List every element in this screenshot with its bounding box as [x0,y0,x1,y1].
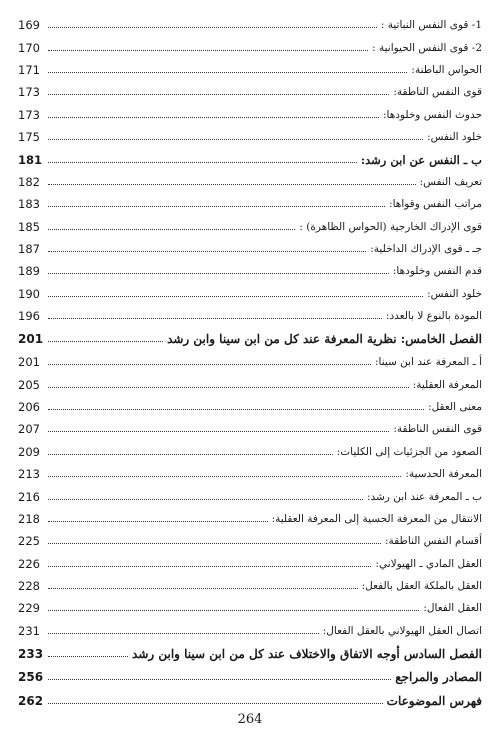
toc-entry [18,327,482,351]
toc-entry [18,351,482,373]
dot-leader [48,318,382,319]
toc-entry-title: العقل الفعال: [423,602,482,615]
toc-entry-page: 182 [18,174,40,189]
toc-entry-title: حدوث النفس وخلودها: [382,108,482,121]
toc-entry-page: 181 [18,152,43,167]
dot-leader [48,72,407,73]
dot-leader [48,27,377,28]
toc-entry-title: قدم النفس وخلودها: [392,265,482,278]
toc-entry-title: المصادر والمراجع [395,670,482,685]
dot-leader [48,499,363,500]
toc-entry [18,193,482,215]
toc-entry [18,620,482,642]
toc-entry-title: فهرس الموضوعات [386,693,482,708]
toc-entry-title: تعريف النفس: [419,175,482,188]
toc-entry [18,552,482,574]
toc-entry [18,171,482,193]
toc-entry [18,689,482,713]
dot-leader [48,454,333,455]
toc-entry-page: 173 [18,107,40,122]
toc-entry-page: 187 [18,242,40,257]
toc-entry-page: 262 [18,693,44,708]
toc-entry-title: خلود النفس: [427,287,482,300]
toc-entry-page: 256 [18,670,44,685]
toc-entry-page: 216 [18,489,40,504]
toc-entry-page: 226 [18,556,40,571]
toc-entry-title: ب ـ النفس عن ابن رشد: [360,152,482,167]
toc-entry-page: 185 [18,219,40,234]
dot-leader [48,341,163,342]
toc-entry-title: ب ـ المعرفة عند ابن رشد: [366,490,482,503]
toc-entry-title: قوى النفس الناطقة: [393,423,482,436]
toc-entry [18,530,482,552]
toc-entry-title: العقل بالملكة العقل بالفعل: [361,580,482,593]
toc-entry [18,575,482,597]
dot-leader [48,387,409,388]
dot-leader [48,117,379,118]
toc-entry-title: معنى العقل: [428,400,482,413]
toc-entry-page: 231 [18,623,40,638]
toc-entry [18,642,482,666]
toc-entry-title: المودة بالنوع لا بالعدد: [385,310,482,323]
toc-entry-title: الحواس الباطنة: [411,63,482,76]
toc-entry-title: المعرفة العقلية: [412,378,482,391]
toc-entry-page: 169 [18,18,40,33]
dot-leader [48,566,371,567]
dot-leader [48,364,371,365]
toc-entry-title: اتصال العقل الهيولاني بالعقل الفعال: [322,624,482,637]
dot-leader [48,431,389,432]
toc-entry [18,283,482,305]
toc-entry [18,666,482,690]
toc-entry-title: 2- قوى النفس الحيوانية : [372,41,482,54]
toc-entry-page: 173 [18,85,40,100]
toc-entry [18,104,482,126]
toc-entry [18,441,482,463]
table-of-contents [18,14,482,713]
dot-leader [48,296,423,297]
toc-entry-page: 213 [18,467,40,482]
toc-entry [18,396,482,418]
dot-leader [48,656,128,657]
dot-leader [48,521,268,522]
toc-entry-title: أ ـ المعرفة عند ابن سينا: [374,356,482,369]
toc-entry-page: 206 [18,399,40,414]
toc-entry-title: الصعود من الجزئيات إلى الكليات: [336,445,482,458]
toc-entry-title: العقل المادي ـ الهيولاني: [375,557,482,570]
dot-leader [48,251,366,252]
dot-leader [48,273,389,274]
toc-entry-title: قوى النفس الناطقة: [393,86,482,99]
toc-entry-title: الفصل السادس أوجه الاتفاق والاختلاف عند كل من ابن سينا وابن رشد [132,646,482,661]
toc-entry-page: 207 [18,422,40,437]
dot-leader [48,409,424,410]
dot-leader [48,184,416,185]
toc-entry-page: 205 [18,377,40,392]
toc-entry-page: 175 [18,130,40,145]
page-number: 264 [237,712,263,727]
toc-entry-page: 209 [18,444,40,459]
toc-entry-page: 189 [18,264,40,279]
toc-entry [18,260,482,282]
toc-entry-title: قوى الإدراك الخارجية (الحواس الظاهرة) : [299,220,482,233]
toc-entry-page: 171 [18,62,40,77]
toc-entry [18,508,482,530]
toc-entry-page: 183 [18,197,40,212]
toc-entry-page: 225 [18,534,40,549]
toc-entry-title: 1- قوى النفس النباتية : [380,19,482,32]
toc-entry-page: 170 [18,40,40,55]
dot-leader [48,94,389,95]
toc-entry-title: خلود النفس: [427,131,482,144]
dot-leader [48,633,319,634]
toc-entry [18,14,482,36]
toc-entry-title: الفصل الخامس: نظرية المعرفة عند كل من ابن سينا وابن رشد [167,332,482,347]
toc-entry [18,597,482,619]
toc-entry [18,59,482,81]
toc-entry-page: 201 [18,332,44,347]
toc-entry [18,81,482,103]
toc-entry-page: 196 [18,309,40,324]
toc-entry-title: المعرفة الحدسية: [405,468,482,481]
dot-leader [48,50,368,51]
dot-leader [48,206,385,207]
dot-leader [48,610,419,611]
toc-entry [18,418,482,440]
toc-entry-page: 228 [18,579,40,594]
toc-entry [18,238,482,260]
dot-leader [48,543,381,544]
toc-entry-title: مراتب النفس وقواها: [389,198,482,211]
toc-entry [18,305,482,327]
toc-entry-page: 218 [18,511,40,526]
toc-entry-title: الانتقال من المعرفة الحسية إلى المعرفة العقلية: [271,512,482,525]
toc-entry [18,463,482,485]
toc-entry-page: 229 [18,601,40,616]
dot-leader [48,703,383,704]
toc-entry [18,216,482,238]
toc-entry [18,485,482,507]
dot-leader [48,679,391,680]
toc-entry-page: 190 [18,286,40,301]
toc-entry [18,373,482,395]
toc-entry-page: 201 [18,355,40,370]
toc-entry [18,36,482,58]
toc-entry-title: جـ ـ قوى الإدراك الداخلية: [370,243,482,256]
toc-entry [18,126,482,148]
dot-leader [48,588,358,589]
dot-leader [48,476,401,477]
toc-entry-title: أقسام النفس الناطقة: [385,535,482,548]
toc-entry [18,148,482,170]
dot-leader [48,162,357,163]
dot-leader [48,139,423,140]
dot-leader [48,229,295,230]
toc-entry-page: 233 [18,646,44,661]
